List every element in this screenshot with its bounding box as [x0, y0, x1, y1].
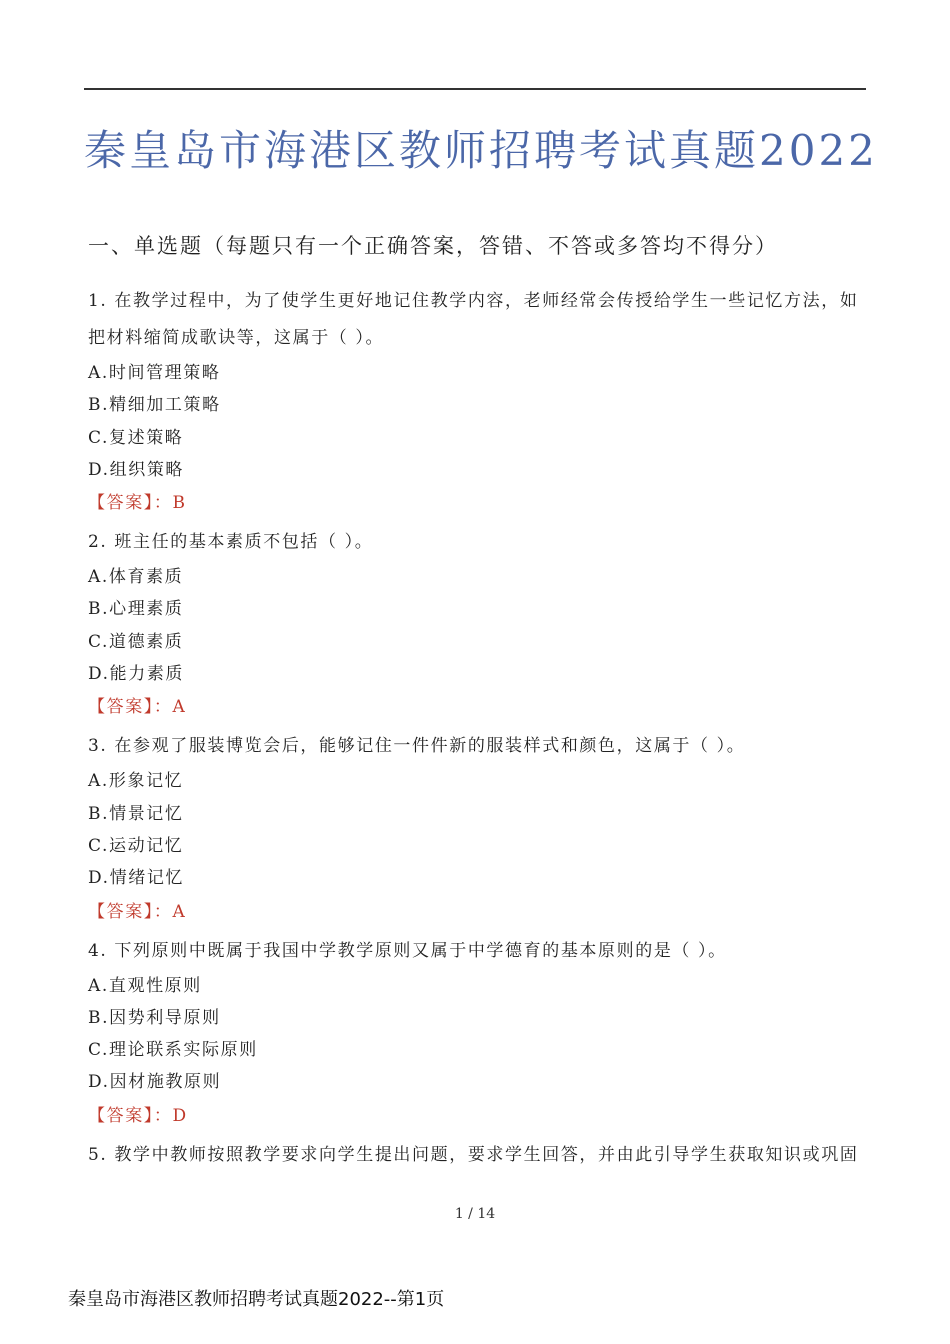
answer-value: D: [172, 1105, 188, 1126]
option: B.精细加工策略: [88, 395, 221, 416]
option: A.形象记忆: [88, 771, 184, 792]
answer-line: [88, 486, 868, 520]
option: A.直观性原则: [88, 975, 202, 996]
option: B.情景记忆: [88, 803, 184, 824]
answer-value: A: [172, 697, 187, 718]
answer-label: 【答案】：: [88, 697, 173, 718]
header-rule: [84, 88, 866, 90]
option: D.能力素质: [88, 664, 185, 685]
option: A.时间管理策略: [88, 363, 221, 383]
option: C.复述策略: [88, 427, 184, 448]
answer-line: [88, 690, 868, 724]
question-stem: 5. 教学中教师按照教学要求向学生提出问题，要求学生回答，并由此引导学生获取知识或巩固: [88, 1144, 859, 1165]
question-stem: 1. 在教学过程中，为了使学生更好地记住教学内容，老师经常会传授给学生一些记忆方法，如把材料缩简成歌诀等，这属于（ ）。: [88, 291, 859, 348]
option: D.组织策略: [88, 459, 185, 480]
answer-label: 【答案】：: [88, 493, 173, 514]
answer-line: [88, 1099, 868, 1133]
option: C.道德素质: [88, 631, 184, 652]
option: A.体育素质: [88, 567, 184, 588]
answer-value: A: [172, 901, 187, 922]
option: C.运动记忆: [88, 835, 184, 856]
answer-label: 【答案】：: [88, 901, 173, 922]
page-footer: 秦皇岛市海港区教师招聘考试真题2022--第1页: [68, 1289, 445, 1310]
question-list: [88, 283, 868, 1174]
question-stem: 2. 班主任的基本素质不包括（ ）。: [88, 532, 374, 553]
page-number: 1 / 14: [454, 1206, 496, 1222]
answer-label: 【答案】：: [88, 1105, 173, 1126]
option: D.因材施教原则: [88, 1072, 222, 1093]
option: D.情绪记忆: [88, 868, 185, 889]
option: B.心理素质: [88, 599, 184, 620]
option: B.因势利导原则: [88, 1007, 221, 1028]
question-stem: 4. 下列原则中既属于我国中学教学原则又属于中学德育的基本原则的是（ ）。: [88, 940, 727, 961]
section-heading: 一、单选题（每题只有一个正确答案，答错、不答或多答均不得分）: [88, 234, 778, 258]
document-title: 秦皇岛市海港区教师招聘考试真题2022: [84, 126, 878, 175]
answer-value: B: [172, 493, 187, 514]
option: C.理论联系实际原则: [88, 1040, 258, 1061]
answer-line: [88, 895, 868, 929]
question-stem: 3. 在参观了服装博览会后，能够记住一件件新的服装样式和颜色，这属于（ ）。: [88, 736, 746, 757]
